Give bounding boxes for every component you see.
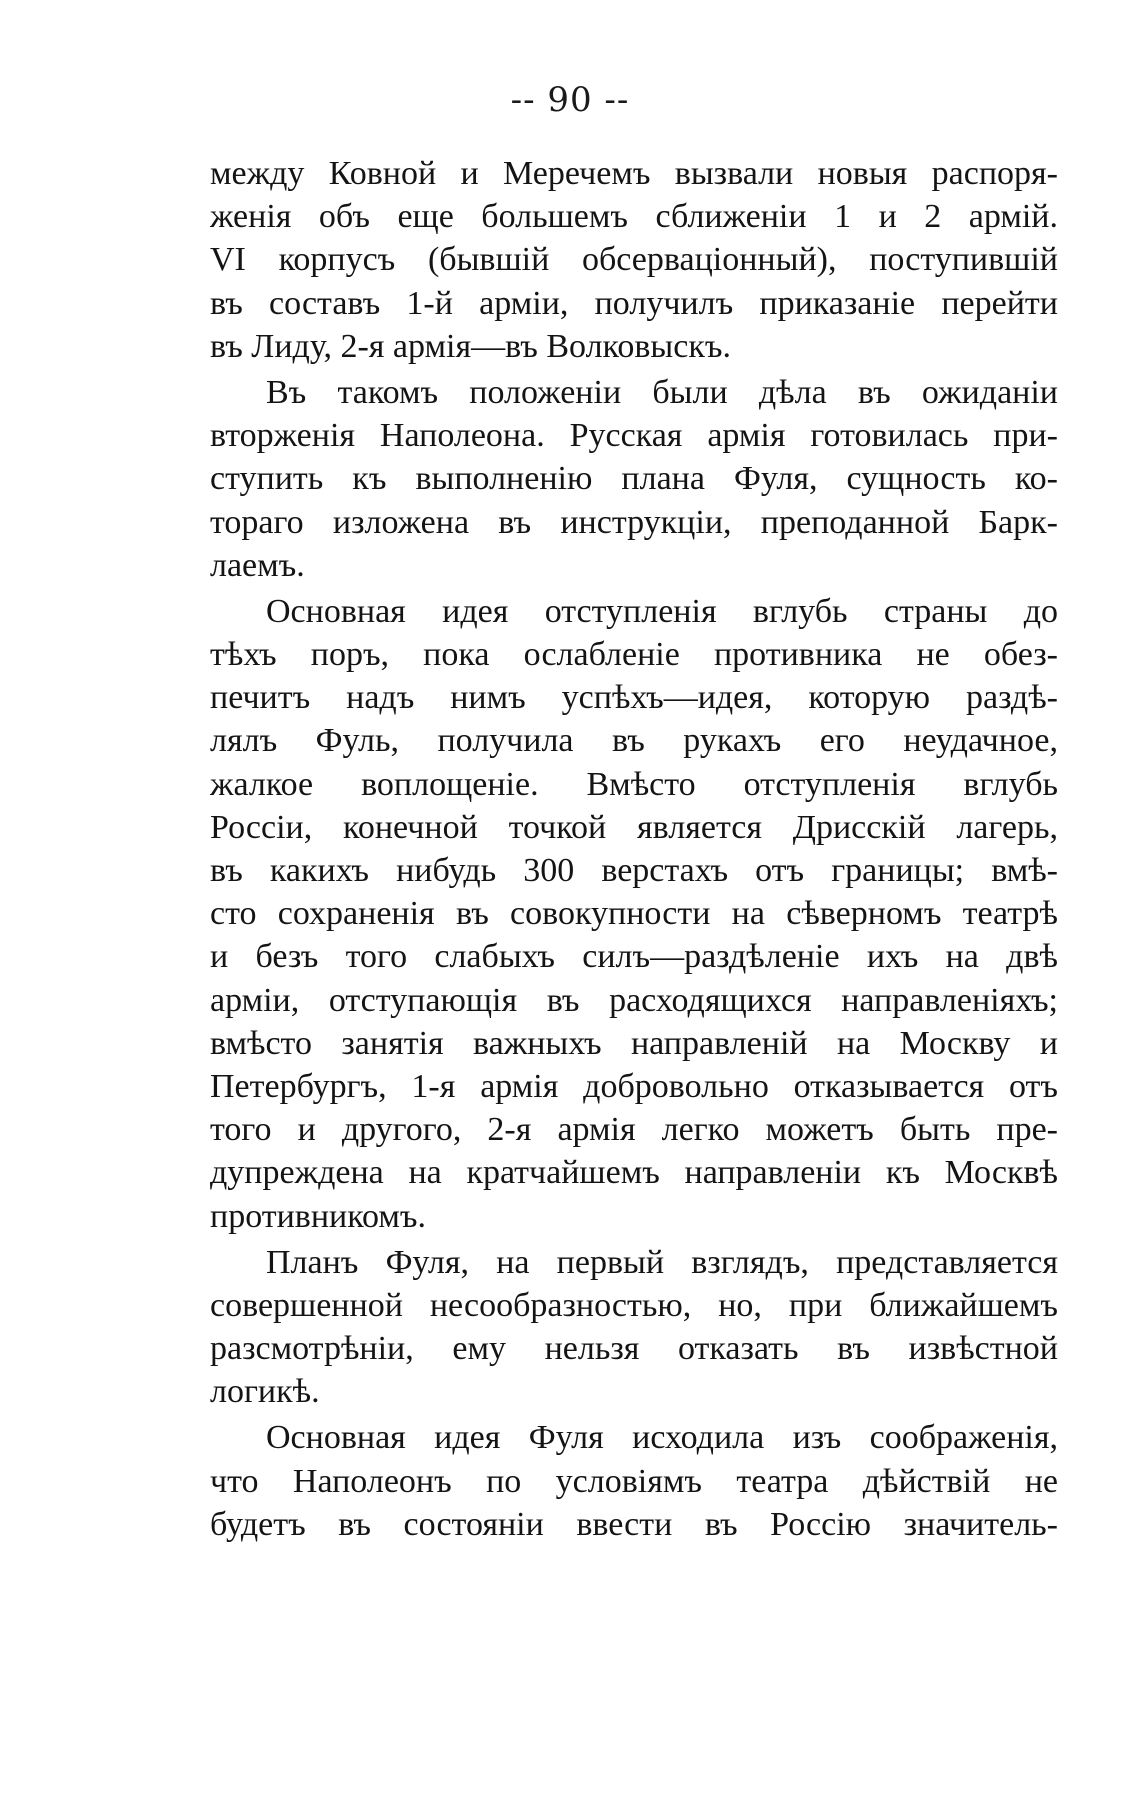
text-line: въ Лиду, 2-я армія—въ Волковыскъ. <box>210 327 731 365</box>
page-number: -- 90 -- <box>510 80 630 120</box>
text-line: того и другого, 2-я армія легко можетъ быть пре- <box>210 1111 1058 1149</box>
text-line: въ составъ 1-й арміи, получилъ приказаніе перейти <box>210 284 1058 322</box>
text-line: тѣхъ поръ, пока ослабленіе противника не обез- <box>210 636 1058 674</box>
paragraph-4 <box>210 1241 1058 1414</box>
text-line: и безъ того слабыхъ силъ—раздѣленіе ихъ на двѣ <box>210 938 1058 976</box>
text-line: Петербургъ, 1-я армія добровольно отказывается отъ <box>210 1067 1058 1105</box>
text-line: лаемъ. <box>210 546 305 584</box>
text-line: Въ такомъ положеніи были дѣла въ ожиданіи <box>266 373 1058 411</box>
text-line: Россіи, конечной точкой является Дрисскій лагерь, <box>210 808 1058 846</box>
text-line: будетъ въ состояніи ввести въ Россію значитель- <box>210 1505 1058 1543</box>
text-line: Основная идея Фуля исходила изъ соображенія, <box>266 1419 1058 1457</box>
body-text <box>210 152 1058 1549</box>
text-line: вмѣсто занятія важныхъ направленій на Москву и <box>210 1024 1058 1062</box>
text-line: VI корпусъ (бывшій обсерваціонный), поступившій <box>210 241 1058 279</box>
text-line: сто сохраненія въ совокупности на сѣверномъ театрѣ <box>210 895 1058 933</box>
text-line: въ какихъ нибудь 300 верстахъ отъ границы; вмѣ- <box>210 852 1058 889</box>
text-line: Планъ Фуля, на первый взглядъ, представляется <box>266 1243 1058 1281</box>
text-line: печитъ надъ нимъ успѣхъ—идея, которую раздѣ- <box>210 679 1058 717</box>
text-line: логикѣ. <box>210 1373 320 1411</box>
text-line: совершенной несообразностью, но, при ближайшемъ <box>210 1286 1058 1324</box>
text-line: тораго изложена въ инструкціи, преподанной Барк- <box>210 503 1058 541</box>
paragraph-2 <box>210 371 1058 587</box>
text-line: жалкое воплощеніе. Вмѣсто отступленія вглубь <box>210 765 1058 803</box>
text-line: Основная идея отступленія вглубь страны до <box>266 592 1058 630</box>
text-line: вторженія Наполеона. Русская армія готовилась при- <box>210 417 1058 455</box>
paragraph-3 <box>210 590 1058 1238</box>
paragraph-1 <box>210 152 1058 368</box>
text-line: женія объ еще большемъ сближеніи 1 и 2 армій. <box>210 198 1058 236</box>
text-line: между Ковной и Меречемъ вызвали новыя распоря- <box>210 155 1058 192</box>
text-line: что Наполеонъ по условіямъ театра дѣйствій не <box>210 1462 1058 1500</box>
text-line: дупреждена на кратчайшемъ направленіи къ Москвѣ <box>210 1154 1058 1192</box>
text-line: арміи, отступающія въ расходящихся направленіяхъ; <box>210 981 1058 1019</box>
text-line: разсмотрѣніи, ему нельзя отказать въ извѣстной <box>210 1330 1058 1368</box>
text-line: лялъ Фуль, получила въ рукахъ его неудачное, <box>210 722 1058 760</box>
paragraph-5 <box>210 1416 1058 1546</box>
text-line: противникомъ. <box>210 1197 426 1235</box>
text-line: ступить къ выполненію плана Фуля, сущность ко- <box>210 460 1058 498</box>
